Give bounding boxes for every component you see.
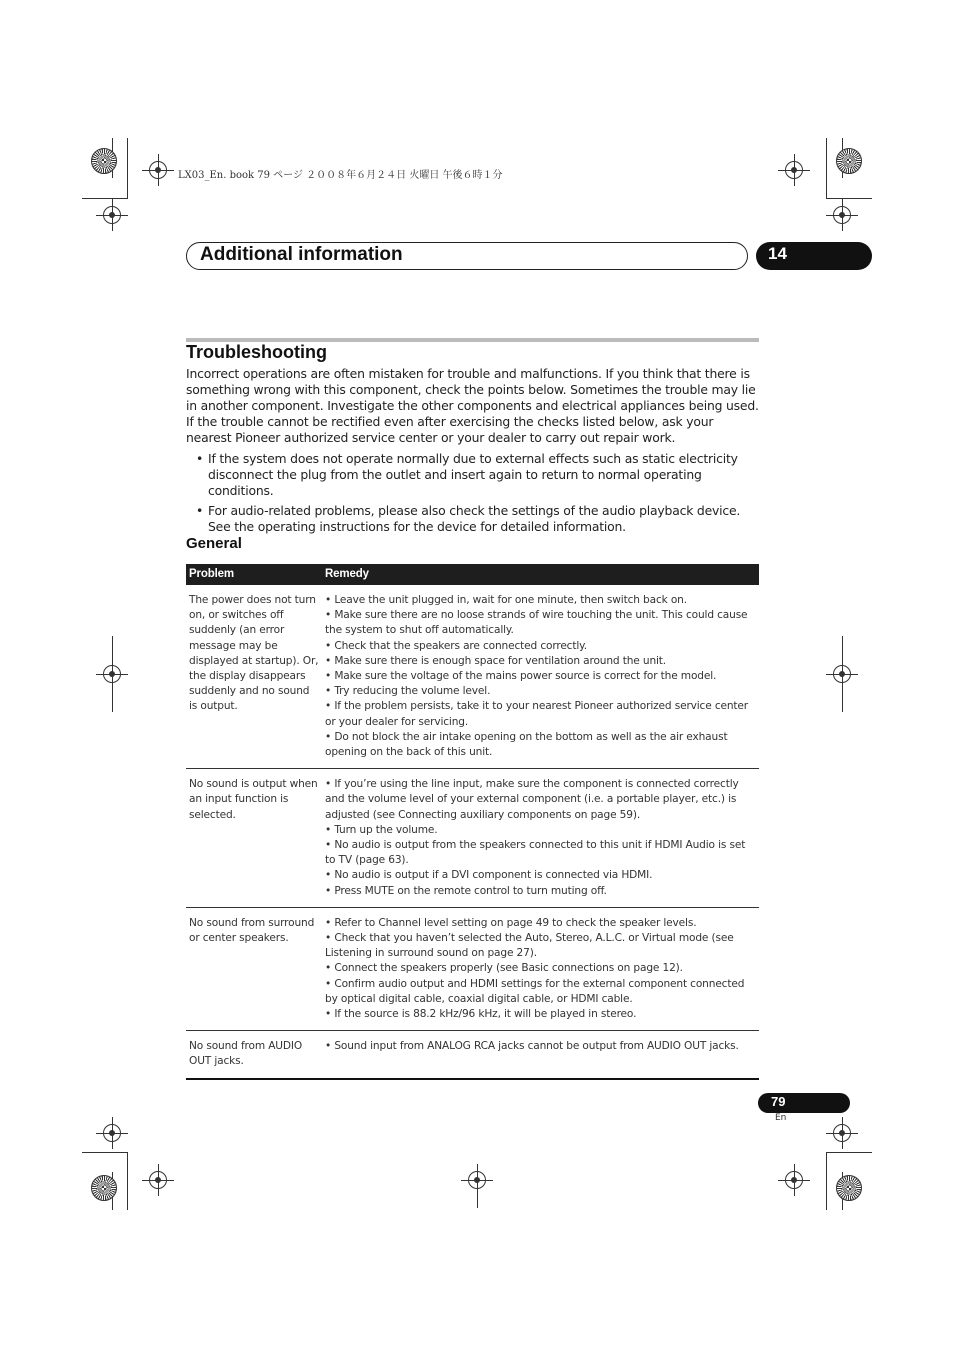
registration-mark-icon (149, 161, 167, 179)
problem-cell: No sound from surround or center speakers. (186, 907, 322, 1030)
registration-mark-icon (833, 1124, 851, 1142)
remedy-item: • Leave the unit plugged in, wait for one minute, then switch back on. (325, 594, 687, 606)
problem-cell: The power does not turn on, or switches off suddenly (an error message may be displayed at startup). Or, the display disappears suddenly and no sound is output. (186, 585, 322, 769)
remedy-cell (322, 907, 759, 1030)
registration-mark-icon (785, 161, 803, 179)
chapter-title: Additional information (200, 244, 403, 265)
note-list (186, 451, 760, 539)
remedy-item: • Make sure the voltage of the mains power source is correct for the model. (325, 670, 717, 683)
registration-star-icon (91, 148, 117, 174)
column-header-remedy: Remedy (322, 564, 759, 585)
table-row (186, 907, 759, 1030)
table-header-row (186, 564, 759, 585)
problem-cell: No sound is output when an input function is selected. (186, 769, 322, 908)
intro-paragraph: Incorrect operations are often mistaken for trouble and malfunctions. If you think that there is something wrong with this component, check the points below. Sometimes the trouble may lie in another component. Investigate the other components and electrical appliances being used. If the trouble cannot be rectified even after exercising the checks listed below, ask your nearest Pioneer authorized service center or your dealer to carry out repair work. (186, 366, 759, 445)
table-row (186, 585, 759, 769)
remedy-item: • Do not block the air intake opening on the bottom as well as the air exhaust opening on the back of this unit. (325, 730, 728, 759)
remedy-item: • Check that the speakers are connected correctly. (325, 639, 587, 652)
registration-mark-icon (103, 206, 121, 224)
remedy-item: • If the source is 88.2 kHz/96 kHz, it will be played in stereo. (325, 1008, 637, 1021)
page-number: 79 (771, 1094, 786, 1109)
remedy-cell (322, 1031, 759, 1079)
remedy-item: • If you’re using the line input, make sure the component is connected correctly and the volume level of your external component (i.e. a portable player, etc.) is adjusted (see Connecting auxiliary components on page 59). (325, 778, 739, 821)
column-header-problem: Problem (186, 564, 322, 585)
remedy-item: • If the problem persists, take it to your nearest Pioneer authorized service center or your dealer for servicing. (325, 700, 749, 728)
remedy-item: • Try reducing the volume level. (325, 685, 491, 698)
registration-mark-icon (833, 206, 851, 224)
remedy-item: • Press MUTE on the remote control to turn muting off. (325, 884, 607, 897)
problem-cell: No sound from AUDIO OUT jacks. (186, 1031, 322, 1079)
chapter-number: 14 (768, 244, 787, 263)
table-row (186, 1031, 759, 1079)
remedy-item: • Make sure there is enough space for ventilation around the unit. (325, 654, 667, 667)
note-item: • For audio-related problems, please also check the settings of the audio playback device. See the operating instructions for the device for detailed information. (186, 503, 760, 535)
remedy-cell (322, 769, 759, 908)
remedy-item: • Confirm audio output and HDMI settings for the external component connected by optical digital cable, coaxial digital cable, or HDMI cable. (325, 977, 745, 1005)
registration-star-icon (836, 148, 862, 174)
note-item: • If the system does not operate normally due to external effects such as static electricity disconnect the plug from the outlet and insert again to return to normal operating conditions. (186, 451, 760, 499)
print-header: LX03_En. book 79 ページ ２００８年６月２４日 火曜日 午後６時１分 (178, 170, 503, 181)
subsection-title: General (186, 535, 242, 552)
section-title: Troubleshooting (186, 342, 327, 362)
table-row (186, 769, 759, 908)
troubleshooting-table (186, 564, 759, 1080)
remedy-item: • No audio is output from the speakers connected to this unit if HDMI Audio is set to TV (page 63). (325, 839, 746, 867)
registration-mark-icon (103, 1124, 121, 1142)
registration-star-icon (836, 1175, 862, 1201)
remedy-item: • Refer to Channel level setting on page 49 to check the speaker levels. (325, 916, 697, 929)
remedy-item: • Make sure there are no loose strands of wire touching the unit. This could cause the system to shut off automatically. (325, 609, 748, 637)
remedy-item: • No audio is output if a DVI component is connected via HDMI. (325, 869, 653, 882)
remedy-item: • Sound input from ANALOG RCA jacks cannot be output from AUDIO OUT jacks. (325, 1040, 739, 1053)
registration-mark-icon (149, 1171, 167, 1189)
remedy-item: • Connect the speakers properly (see Basic connections on page 12). (325, 962, 683, 975)
remedy-item: • Check that you haven’t selected the Auto, Stereo, A.L.C. or Virtual mode (see Listening in surround sound on page 27). (325, 932, 734, 960)
remedy-item: • Turn up the volume. (325, 823, 438, 836)
page-language: En (775, 1113, 787, 1123)
registration-star-icon (91, 1175, 117, 1201)
registration-mark-icon (785, 1171, 803, 1189)
remedy-cell (322, 585, 759, 769)
